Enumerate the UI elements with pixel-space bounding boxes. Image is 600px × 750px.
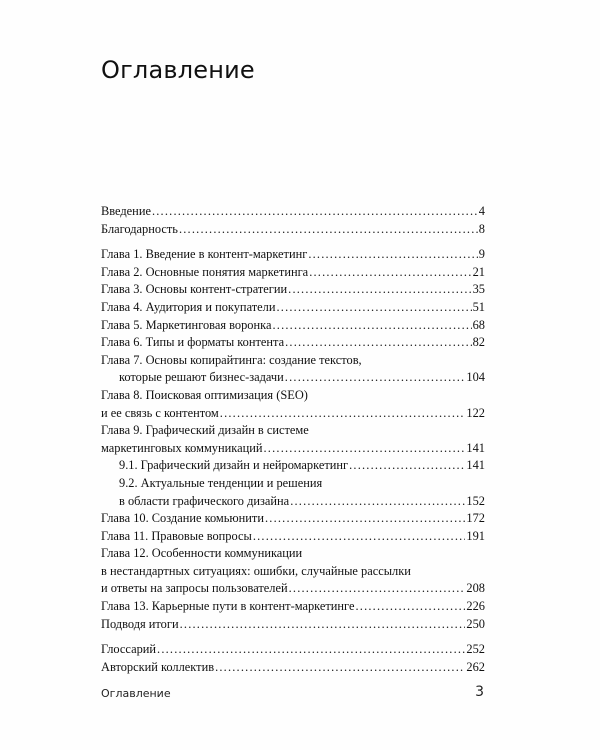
toc-entry-page: 8	[478, 221, 485, 236]
toc-entry-page: 208	[466, 581, 485, 596]
toc-entry-page: 250	[466, 616, 485, 631]
toc-entry-label: Благодарность	[101, 221, 178, 236]
toc-entry-label: 9.1. Графический дизайн и нейромаркетинг	[119, 458, 349, 473]
dot-leader	[265, 510, 465, 528]
toc-entry-chapter-8-title: Глава 8. Поисковая оптимизация (SEO)	[101, 387, 308, 402]
toc-entry-chapter-9	[101, 440, 485, 458]
toc-entry-page: 35	[472, 282, 485, 297]
toc-entry-page: 4	[478, 204, 485, 218]
toc-entry-label: Глава 3. Основы контент-стратегии	[101, 282, 288, 297]
toc-spacer	[101, 633, 485, 641]
dot-leader	[349, 457, 465, 475]
toc-entry-section-9-1	[101, 457, 485, 475]
toc-entry-page: 141	[466, 440, 485, 455]
toc-entry-label: в области графического дизайна	[119, 493, 290, 508]
toc-entry-chapter-6	[101, 334, 485, 352]
toc-entry-page: 9	[478, 247, 485, 262]
toc-entry-label: Глава 10. Создание комьюнити	[101, 511, 264, 526]
toc-entry-chapter-3	[101, 281, 485, 299]
toc-entry-label: Глава 6. Типы и форматы контента	[101, 335, 285, 350]
toc-entry-chapter-11	[101, 528, 485, 546]
dot-leader	[309, 264, 471, 282]
toc-entry-chapter-9-title: Глава 9. Графический дизайн в системе	[101, 423, 309, 438]
toc-entry-label: Введение	[101, 204, 151, 218]
toc-entry-page: 152	[466, 493, 485, 508]
dot-leader	[289, 580, 466, 598]
toc-entry-page: 68	[472, 317, 485, 332]
toc-entry-page: 82	[472, 335, 485, 350]
dot-leader	[285, 369, 466, 387]
toc-entry-authors	[101, 659, 485, 677]
dot-leader	[253, 528, 466, 546]
toc-entry-summary	[101, 616, 485, 634]
toc-entry-page: 191	[466, 528, 485, 543]
dot-leader	[308, 246, 477, 264]
toc-entry-label: и ее связь с контентом	[101, 405, 219, 420]
toc-entry-chapter-12	[101, 580, 485, 598]
toc-entry-chapter-7	[101, 369, 485, 387]
toc-entry-label: Глава 13. Карьерные пути в контент-маркетинге	[101, 599, 355, 614]
toc-entry-chapter-10	[101, 510, 485, 528]
toc-entry-label: Глава 5. Маркетинговая воронка	[101, 317, 272, 332]
toc-entry-label: и ответы на запросы пользователей	[101, 581, 288, 596]
toc-entry-label: Глава 2. Основные понятия маркетинга	[101, 264, 309, 279]
page-title: Оглавление	[101, 56, 255, 84]
toc-entry-page: 141	[466, 458, 485, 473]
toc-entry-label: Глава 11. Правовые вопросы	[101, 528, 252, 543]
dot-leader	[276, 299, 471, 317]
dot-leader	[285, 334, 472, 352]
toc-entry-label: Авторский коллектив	[101, 659, 215, 674]
toc-entry-chapter-4	[101, 299, 485, 317]
toc-entry-page: 104	[466, 370, 485, 385]
toc-entry-page: 21	[472, 264, 485, 279]
dot-leader	[355, 598, 465, 616]
table-of-contents	[101, 203, 485, 676]
toc-entry-page: 226	[466, 599, 485, 614]
dot-leader	[220, 405, 466, 423]
dot-leader	[264, 440, 466, 458]
toc-entry-label: Глоссарий	[101, 642, 157, 657]
toc-entry-section-9-2	[101, 493, 485, 511]
dot-leader	[288, 281, 471, 299]
toc-entry-glossary	[101, 641, 485, 659]
toc-entry-chapter-13	[101, 598, 485, 616]
toc-entry-page: 122	[466, 405, 485, 420]
toc-entry-thanks	[101, 221, 485, 239]
toc-entry-chapter-1	[101, 246, 485, 264]
toc-entry-label: маркетинговых коммуникаций	[101, 440, 263, 455]
toc-entry-page: 172	[466, 511, 485, 526]
toc-entry-chapter-12-subtitle: в нестандартных ситуациях: ошибки, случайные рассылки	[101, 563, 411, 578]
toc-entry-label: Глава 1. Введение в контент-маркетинг	[101, 247, 308, 262]
toc-spacer	[101, 238, 485, 246]
toc-entry-chapter-12-title: Глава 12. Особенности коммуникации	[101, 546, 303, 561]
page-number: 3	[475, 684, 484, 700]
toc-entry-label: Подводя итоги	[101, 616, 179, 631]
toc-entry-section-9-2-title: 9.2. Актуальные тенденции и решения	[119, 475, 323, 490]
toc-entry-chapter-8	[101, 405, 485, 423]
dot-leader	[272, 317, 471, 335]
toc-entry-intro	[101, 203, 485, 221]
toc-entry-chapter-7-title: Глава 7. Основы копирайтинга: создание текстов,	[101, 352, 362, 367]
toc-entry-page: 262	[466, 659, 485, 674]
dot-leader	[157, 641, 465, 659]
toc-entry-page: 51	[472, 299, 485, 314]
dot-leader	[290, 493, 465, 511]
toc-entry-page: 252	[466, 642, 485, 657]
dot-leader	[179, 221, 478, 239]
dot-leader	[215, 659, 465, 677]
toc-entry-label: Глава 4. Аудитория и покупатели	[101, 299, 276, 314]
toc-entry-label: которые решают бизнес-задачи	[119, 370, 284, 385]
toc-entry-chapter-5	[101, 317, 485, 335]
toc-entry-chapter-2	[101, 264, 485, 282]
running-footer: Оглавление	[101, 687, 171, 700]
dot-leader	[152, 203, 478, 221]
dot-leader	[180, 616, 466, 634]
